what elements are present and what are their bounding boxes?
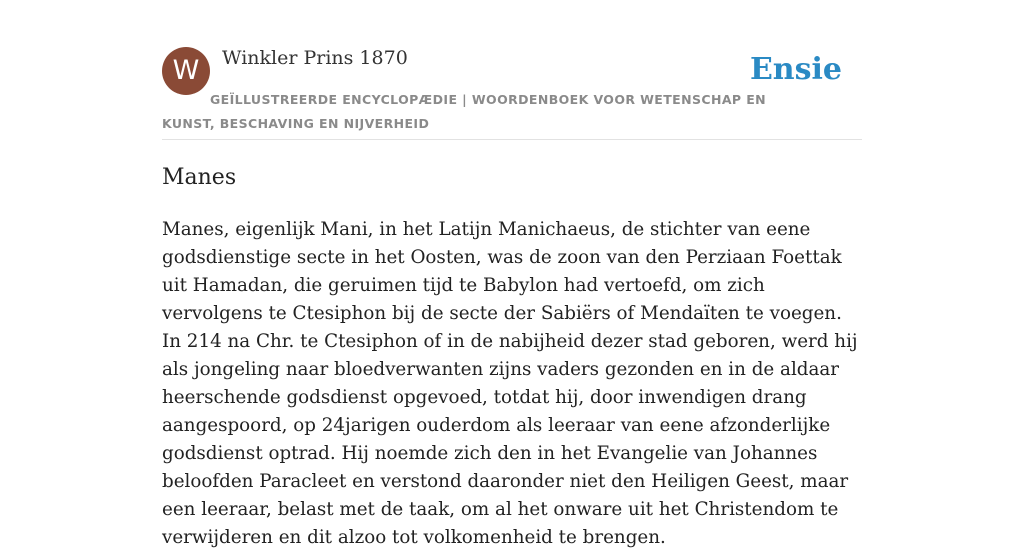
header — [162, 46, 862, 140]
source-avatar: W — [162, 47, 210, 95]
source-subtitle: GEÏLLUSTREERDE ENCYCLOPÆDIE | WOORDENBOEK VOOR WETENSCHAP EN KUNST, BESCHAVING EN NIJVERHEID — [162, 92, 767, 131]
article-body: Manes, eigenlijk Mani, in het Latijn Manichaeus, de stichter van eene godsdienstige secte in het Oosten, was de zoon van den Perziaan Foettak uit Hamadan, die geruimen tijd te Babylon had vertoefd, om zich vervolgens te Ctesiphon bij de secte der Sabiërs of Mendaïten te voegen. In 214 na Chr. te Ctesiphon of in de nabijheid dezer stad geboren, werd hij als jongeling naar bloedverwanten zijns vaders gezonden en in de aldaar heerschende godsdienst opgevoed, totdat hij, door inwendigen drang aangespoord, op 24jarigen ouderdom als leeraar van eene afzonderlijke godsdienst optrad. Hij noemde zich den in het Evangelie van Johannes beloofden Paracleet en verstond daaronder niet den Heiligen Geest, maar een leeraar, belast met de taak, om al het onware uit het Christendom te verwijderen en dit alzoo tot volkomenheid te brengen. — [162, 219, 858, 548]
ensie-logo[interactable]: Ensie — [749, 52, 842, 87]
article-title: Manes — [162, 165, 237, 190]
source-title[interactable]: Winkler Prins 1870 — [222, 47, 408, 69]
